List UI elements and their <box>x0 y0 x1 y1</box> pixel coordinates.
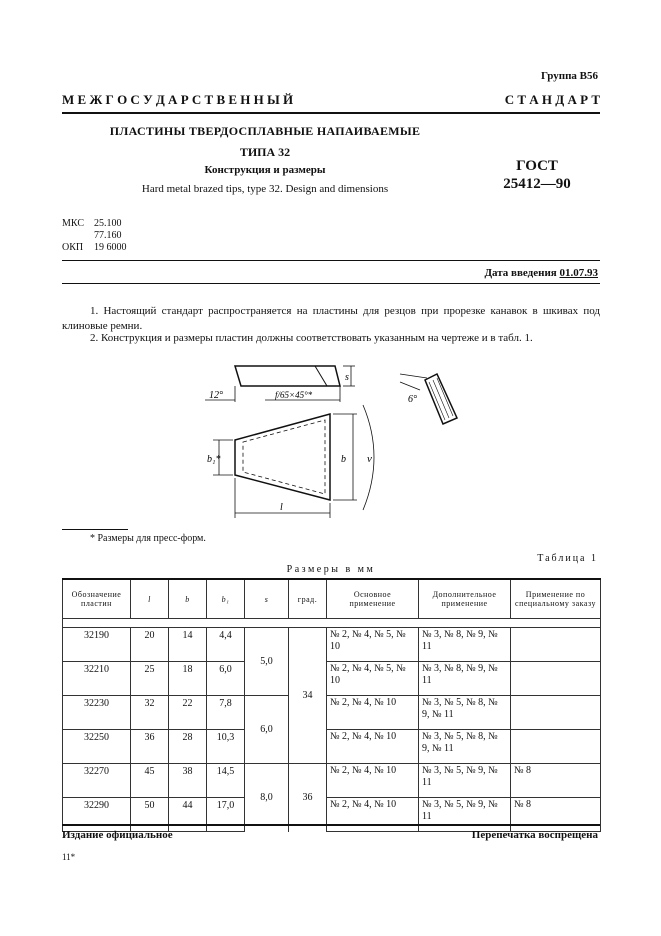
header-s: s <box>245 579 289 619</box>
table-caption: Размеры в мм <box>286 564 376 575</box>
standard-banner <box>62 92 600 108</box>
l-label: l <box>280 502 283 513</box>
cell-order <box>511 730 601 764</box>
cell-order: № 8 <box>511 798 601 832</box>
header-b: b <box>169 579 207 619</box>
table-row <box>63 628 601 662</box>
cell-code: 32230 <box>63 696 131 730</box>
cell-b: 28 <box>169 730 207 764</box>
cell-deg: 36 <box>289 764 327 832</box>
dimensions-table <box>62 578 601 832</box>
cell-main: № 2, № 4, № 10 <box>327 764 419 798</box>
b1-label: b₁* <box>207 454 221 465</box>
cell-add: № 3, № 8, № 9, № 11 <box>419 662 511 696</box>
cell-l: 20 <box>131 628 169 662</box>
gost-number <box>492 157 582 193</box>
table-header-row <box>63 579 601 619</box>
header-deg: град. <box>289 579 327 619</box>
tip-plan-view <box>213 405 374 518</box>
footer-reprint-prohibited: Перепечатка воспрещена <box>471 829 598 841</box>
table-row <box>63 764 601 798</box>
mks-value: 25.100 <box>94 218 122 229</box>
table-label: Таблица 1 <box>537 553 598 564</box>
mks-label: МКС <box>62 218 84 229</box>
cell-l: 36 <box>131 730 169 764</box>
cell-main: № 2, № 4, № 5, № 10 <box>327 662 419 696</box>
cell-b: 38 <box>169 764 207 798</box>
cell-code: 32270 <box>63 764 131 798</box>
cell-l: 32 <box>131 696 169 730</box>
doc-title: ПЛАСТИНЫ ТВЕРДОСПЛАВНЫЕ НАПАИВАЕМЫЕ <box>109 124 421 138</box>
header-rule <box>62 112 600 114</box>
cell-b1: 7,8 <box>207 696 245 730</box>
okp-label: ОКП <box>62 242 84 253</box>
header-additional: Дополнительное применение <box>419 579 511 619</box>
header-b1: b₁ <box>207 579 245 619</box>
cell-b1: 17,0 <box>207 798 245 832</box>
cell-b: 18 <box>169 662 207 696</box>
banner-word-interstate: М Е Ж Г О С У Д А Р С Т В Е Н Н Ы Й <box>62 92 294 107</box>
cell-b1: 10,3 <box>207 730 245 764</box>
gost-label: ГОСТ <box>516 158 558 174</box>
intro-date <box>484 267 598 279</box>
header-designation: Обозначение пластин <box>63 579 131 619</box>
intro-date-value: 01.07.93 <box>559 267 598 279</box>
cell-l: 45 <box>131 764 169 798</box>
cell-code: 32210 <box>63 662 131 696</box>
doc-subtitle: Конструкция и размеры <box>204 164 326 176</box>
cell-code: 32190 <box>63 628 131 662</box>
table-row <box>63 730 601 764</box>
classification-codes <box>62 218 127 254</box>
table-row <box>63 798 601 832</box>
cell-add: № 3, № 8, № 9, № 11 <box>419 628 511 662</box>
paragraph-1-text: 1. Настоящий стандарт распространяется на пластины для резцов при прорезке канавок в шкивах под клиновые ремни. <box>62 305 600 332</box>
intro-date-label: Дата введения <box>484 267 557 279</box>
mks-value-2: 77.160 <box>94 230 122 241</box>
footer-official-edition: Издание официальное <box>62 829 173 841</box>
footnote: * Размеры для пресс-форм. <box>90 533 206 544</box>
b-label: b <box>341 454 346 465</box>
angle-6-label: 6° <box>408 394 417 405</box>
angle-12-label: 12° <box>209 390 223 401</box>
cell-b1: 4,4 <box>207 628 245 662</box>
gost-value: 25412—90 <box>503 176 571 192</box>
cell-add: № 3, № 5, № 9, № 11 <box>419 798 511 832</box>
cell-main: № 2, № 4, № 5, № 10 <box>327 628 419 662</box>
cell-main: № 2, № 4, № 10 <box>327 696 419 730</box>
banner-word-standard: С Т А Н Д А Р Т <box>504 92 600 107</box>
cell-b1: 14,5 <box>207 764 245 798</box>
cell-s: 8,0 <box>245 764 289 832</box>
cell-order: № 8 <box>511 764 601 798</box>
cell-order <box>511 662 601 696</box>
header-order: Применение по специальному заказу <box>511 579 601 619</box>
cell-add: № 3, № 5, № 9, № 11 <box>419 764 511 798</box>
cell-code: 32290 <box>63 798 131 832</box>
okp-value: 19 6000 <box>94 242 127 253</box>
cell-add: № 3, № 5, № 8, № 9, № 11 <box>419 730 511 764</box>
cell-l: 25 <box>131 662 169 696</box>
cell-b: 22 <box>169 696 207 730</box>
cell-deg: 34 <box>289 628 327 764</box>
intro-rule-bottom <box>62 283 600 284</box>
cell-l: 50 <box>131 798 169 832</box>
cell-add: № 3, № 5, № 8, № 9, № 11 <box>419 696 511 730</box>
cell-b: 14 <box>169 628 207 662</box>
v-label: ν <box>367 453 372 465</box>
s-label: s <box>345 372 349 383</box>
cell-order <box>511 696 601 730</box>
group-label: Группа В56 <box>540 70 598 82</box>
tip-drawing <box>195 360 485 525</box>
paragraph-1 <box>62 304 600 334</box>
cell-s: 6,0 <box>245 696 289 764</box>
table-row <box>63 662 601 696</box>
page-mark: 11* <box>62 852 76 862</box>
intro-rule <box>62 260 600 261</box>
cell-s: 5,0 <box>245 628 289 696</box>
cell-b: 44 <box>169 798 207 832</box>
cell-main: № 2, № 4, № 10 <box>327 798 419 832</box>
footer-rule <box>62 824 600 826</box>
cell-code: 32250 <box>63 730 131 764</box>
doc-title-english: Hard metal brazed tips, type 32. Design and dimensions <box>141 183 389 195</box>
chamfer-label: f/65×45°* <box>275 390 313 400</box>
doc-title-type: ТИПА 32 <box>239 145 291 159</box>
footnote-rule <box>62 529 128 530</box>
paragraph-2 <box>62 331 600 346</box>
table-row <box>63 696 601 730</box>
paragraph-2-text: 2. Конструкция и размеры пластин должны соответствовать указанным на чертеже и в табл. 1. <box>90 332 533 344</box>
cell-main: № 2, № 4, № 10 <box>327 730 419 764</box>
header-main: Основное применение <box>327 579 419 619</box>
cell-b1: 6,0 <box>207 662 245 696</box>
cell-order <box>511 628 601 662</box>
header-l: l <box>131 579 169 619</box>
